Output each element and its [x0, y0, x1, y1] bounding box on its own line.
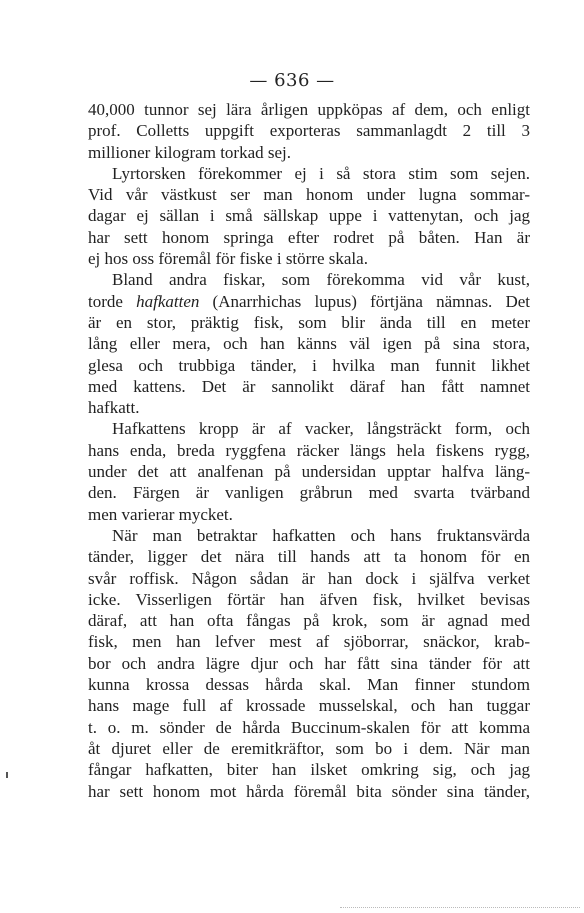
text-line: tänder, ligger det nära till hands att ta honom för en — [88, 547, 530, 567]
paragraph — [88, 525, 530, 802]
text-line: Vid vår västkust ser man honom under lugna sommar- — [88, 185, 530, 205]
text-line: glesa och trubbiga tänder, i hvilka man funnit likhet — [88, 355, 530, 375]
text-line: har sett honom springa efter rodret på båten. Han är — [88, 227, 530, 247]
text-fragment: torde — [88, 291, 123, 311]
text-line: Lyrtorsken förekommer ej i så stora stim som sejen. — [112, 163, 530, 183]
page-number: — 636 — — [249, 70, 335, 91]
emphasized-term: hafkatten — [136, 291, 200, 311]
text-line: bor och andra lägre djur och har fått sina tänder för att — [88, 653, 530, 673]
text-line: under det att analfenan på undersidan upptar halfva läng- — [88, 462, 530, 482]
text-line: är en stor, präktig fisk, som blir ända till en meter — [88, 312, 530, 332]
text-line: med kattens. Det är sannolikt däraf han fått namnet — [88, 376, 530, 396]
text-line: åt djuret eller de eremitkräftor, som bo i dem. När man — [88, 738, 530, 758]
text-fragment: (Anarrhichas lupus) förtjäna nämnas. Det — [212, 291, 531, 311]
text-line: den. Färgen är vanligen gråbrun med svarta tvärband — [88, 483, 530, 503]
text-line: lång eller mera, och han känns väl igen på sina stora, — [88, 334, 530, 354]
text-line: dagar ej sällan i små sällskap uppe i vattenytan, och jag — [88, 206, 530, 226]
text-line: men varierar mycket. — [88, 504, 233, 524]
text-line — [88, 291, 530, 312]
paragraph — [88, 163, 530, 269]
text-line: icke. Visserligen förtär han äfven fisk, hvilket bevisas — [88, 589, 530, 609]
text-line: t. o. m. sönder de hårda Buccinum-skalen för att komma — [88, 717, 530, 737]
text-line: fisk, men han lefver mest af sjöborrar, snäckor, krab- — [88, 632, 530, 652]
text-line: fångar hafkatten, biter han ilsket omkring sig, och jag — [88, 760, 530, 780]
margin-mark — [6, 772, 8, 778]
text-line: hafkatt. — [88, 398, 140, 418]
text-line: däraf, att han ofta fångas på krok, som är agnad med — [88, 611, 530, 631]
paragraph — [88, 269, 530, 418]
text-line: hans enda, breda ryggfena räcker längs hela fiskens rygg, — [88, 440, 530, 460]
text-line: har sett honom mot hårda föremål bita sönder sina tänder, — [88, 781, 530, 801]
paragraph — [88, 99, 530, 163]
text-line: 40,000 tunnor sej lära årligen uppköpas af dem, och enligt — [88, 100, 530, 119]
page-edge-rule — [340, 907, 580, 909]
text-line: millioner kilogram torkad sej. — [88, 142, 292, 162]
text-line: hans mage full af krossade musselskal, och han tuggar — [88, 696, 530, 716]
text-line: prof. Colletts uppgift exporteras sammanlagdt 2 till 3 — [88, 121, 530, 141]
paragraph — [88, 418, 530, 524]
text-line: kunna krossa dessas hårda skal. Man finner stundom — [88, 675, 530, 695]
text-line: Hafkattens kropp är af vacker, långsträckt form, och — [112, 419, 530, 439]
text-line: Bland andra fiskar, som förekomma vid vår kust, — [112, 270, 530, 290]
text-line: När man betraktar hafkatten och hans fruktansvärda — [112, 525, 530, 545]
text-line: ej hos oss föremål för fiske i större skala. — [88, 249, 368, 269]
text-line: svår roffisk. Någon sådan är han dock i själfva verket — [88, 568, 530, 588]
body-text — [88, 99, 530, 802]
